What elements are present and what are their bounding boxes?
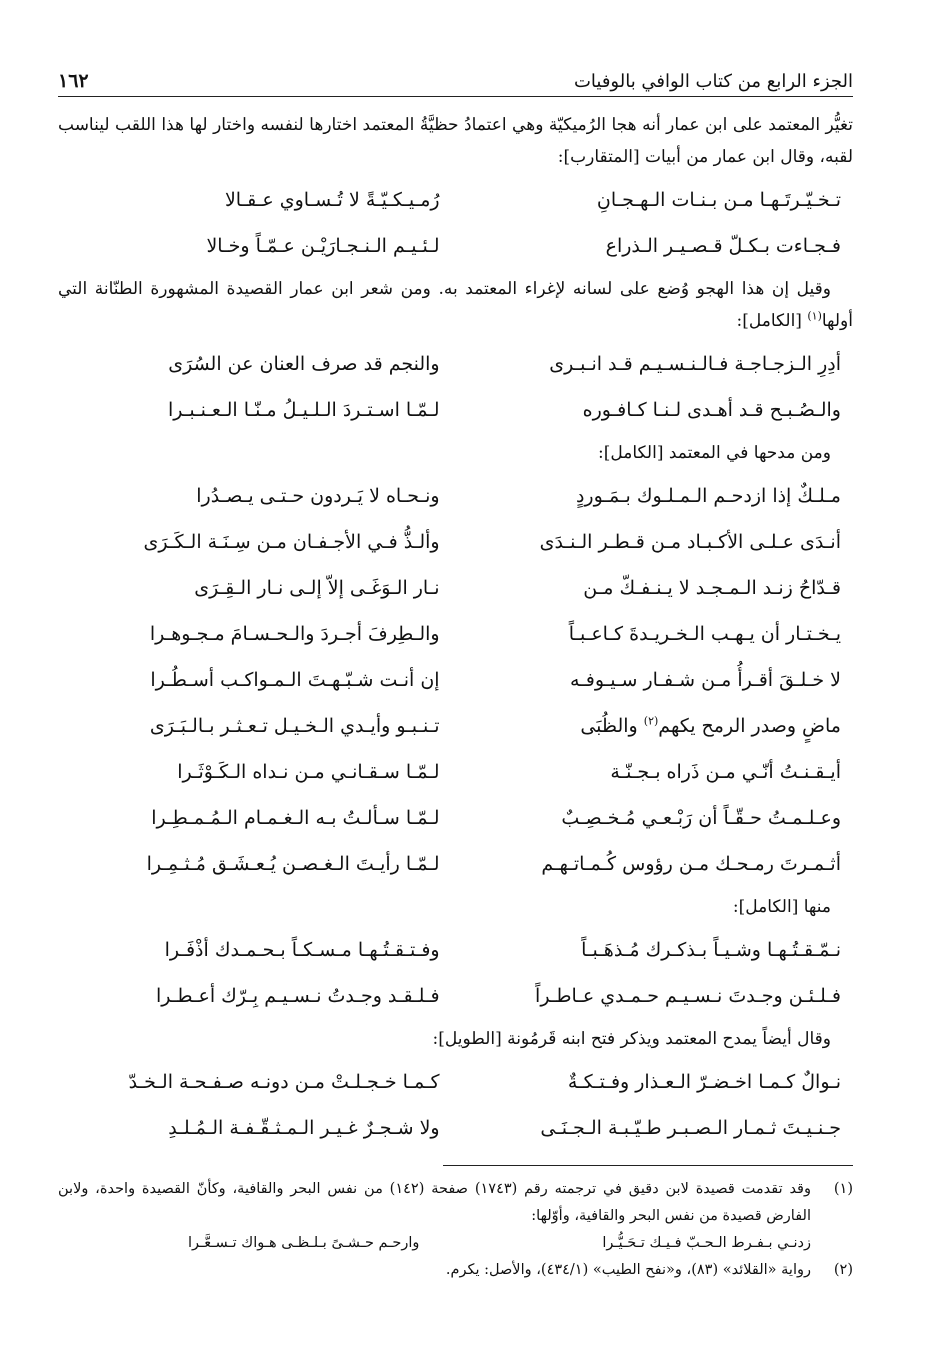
page-header	[58, 56, 853, 97]
verse-second-hemistich: لـمّـا رأيـتَ الـغـصـن يُـعـشَـق مُـثـمِـرا	[146, 853, 440, 875]
poem-tawil	[58, 1059, 853, 1151]
verse-first-hemistich: قـدّاحُ زنـد الـمـجـد لا يـنـفـكّ مـن	[583, 577, 841, 599]
verse-second-hemistich: كـمـا خـجـلـتْ مـن دونـه صـفـحـة الـخـدّ	[128, 1071, 440, 1093]
verse	[58, 927, 853, 973]
paragraph-intro: تغيُّر المعتمد على ابن عمار أنه هجا الرُميكيّة وهي اعتمادُ حظيَّةُ المعتمد اختارها لنفسه واختار لها هذا اللقب ليناسب لقبه، وقال ابن عمار من أبيات [المتقارب]:	[58, 115, 853, 167]
verse-first-hemistich: أنـدَى عـلـى الأكـبـاد مـن قـطـر الـنـدَى	[539, 531, 841, 553]
footnote	[58, 1176, 853, 1230]
verse-second-hemistich: فـلـقـد وجـدتُ نـسـيـم بِـرّك أعـطـرا	[156, 985, 440, 1007]
verse-first-hemistich: جـنـيـتَ ثـمـار الـصـبـر طـيّـبـة الـجـنَـى	[540, 1117, 841, 1139]
poem-kamil-madh	[58, 473, 853, 887]
footnote	[58, 1257, 853, 1284]
verse-second-hemistich: لـمّـا اسـتـردَ الـلـيـلُ مـنّـا الـعـنـبـرا	[167, 399, 440, 421]
verse-first-hemistich: نـمّـقـتُـهـا وشـيـاً بـذكـرك مُـذهَـبـاً	[581, 939, 841, 961]
verse-second-hemistich: لـئـيـم الـنـجـارَيْـن عـمّـاً وخـالا	[206, 235, 440, 257]
verse	[58, 565, 853, 611]
verse	[58, 387, 853, 433]
verse-second-hemistich: ونـحـاه لا يَـردون حـتـى يـصـدُرا	[196, 485, 440, 507]
verse-first-hemistich	[459, 703, 853, 749]
verse-first-hemistich: وعـلـمـتُ حـقّـاً أن رَبْـعـي مُـخـصِـبٌ	[561, 807, 841, 829]
verse-first-hemistich: أثـمـرتَ رمـحـك مـن رؤوس كُـمـاتـهـم	[541, 853, 841, 875]
verse-first-hemistich: فـلـئـن وجـدتَ نـسـيـم حـمـدي عـاطـراً	[535, 985, 841, 1007]
verse	[58, 611, 853, 657]
verse-second-hemistich: رُمـيـكـيّـةً لا تُـسـاوي عـقـالا	[224, 189, 440, 211]
footnote-number: (٢)	[833, 1262, 853, 1278]
verse-second-hemistich: نـار الـوَغَـى إلاّ إلـى نـار الـقِـرَى	[194, 577, 440, 599]
footnote-text: وقد تقدمت قصيدة لابن دقيق في ترجمته رقم (١٧٤٣) صفحة (١٤٢) من نفس البحر والقافية، وكأنّ القصيدة واحدة، ولابن الفارض قصيدة من نفس البحر والقافية، وأوّلها:	[58, 1181, 811, 1224]
paragraph-hija	[58, 273, 853, 337]
verse-first-hemistich: أدِرِ الـزجـاجـة فـالـنـسـيـم قـد انـبـرى	[549, 353, 841, 375]
page-number: ١٦٢	[58, 70, 89, 92]
poem-kamil-minha	[58, 927, 853, 1019]
paragraph-minha: منها [الكامل]:	[732, 897, 831, 917]
verse-first-hemistich: فـجـاءت بـكـلّ قـصـيـر الـذراع	[605, 235, 841, 257]
verse-first-hemistich: يـخـتـار أن يـهـب الـخـريـدةَ كـاعـبـاً	[568, 623, 841, 645]
footnote-ref[interactable]: (٢)	[643, 714, 659, 728]
verse	[58, 795, 853, 841]
verse	[58, 177, 853, 223]
verse	[58, 519, 853, 565]
footnote-verse-second-hemistich: وارحـم حـشـىً بـلـظـى هـواك تـسـعَّـرا	[187, 1235, 420, 1251]
footnote-text: رواية «القلائد» (٨٣)، و«نفح الطيب» (٤٣٤/١)، والأصل: يكرم.	[445, 1262, 811, 1278]
verse	[58, 1105, 853, 1151]
verse	[58, 749, 853, 795]
verse-second-hemistich: ولا شـجـرٌ غـيـر الـمـثـقّـفـة الـمُـلـدِ	[168, 1117, 440, 1139]
paragraph-meter: [الكامل]:	[736, 311, 808, 331]
paragraph-madh: ومن مدحها في المعتمد [الكامل]:	[598, 443, 831, 463]
verse-second-hemistich: تـنـبـو وأيـدي الـخـيـل تـعـثـر بـالـبَـرَى	[149, 715, 440, 737]
verse-first-hemistich: تـخـيّـرتَـهـا مـن بـنـات الـهـجـانِ	[596, 189, 841, 211]
verse	[58, 657, 853, 703]
footnotes	[58, 1176, 853, 1284]
footnote-divider	[443, 1165, 853, 1166]
poem-kamil-tannana	[58, 341, 853, 433]
verse-first-hemistich: مـلـكٌ إذا ازدحـم الـمـلـوك بـمَـوردٍ	[575, 485, 841, 507]
verse-first-hemistich: والـصُـبـح قـد أهـدى لـنـا كـافـوره	[582, 399, 841, 421]
verse-second-hemistich: إن أنـت شـبّـهـتَ الـمـواكـب أسـطُـرا	[150, 669, 440, 691]
verse-second-hemistich: وفـتـقـتُـهـا مـسـكـاً بـحـمـدك أذْفَـرا	[164, 939, 440, 961]
footnote-ref[interactable]: (١)	[807, 309, 822, 323]
paragraph-tawil: وقال أيضاً يمدح المعتمد ويذكر فتح ابنه قَرمُونة [الطويل]:	[432, 1029, 831, 1049]
poem-mutaqarib	[58, 177, 853, 269]
verse	[58, 341, 853, 387]
verse-second-hemistich: والـطِرفَ أجـردَ والـحـسـامَ مـجـوهـرا	[149, 623, 440, 645]
verse	[58, 973, 853, 1019]
footnote-verse-first-hemistich: زدنـي بـفـرط الـحـبّ فـيـك تـحَـيُّـرا	[602, 1235, 811, 1251]
verse-first-hemistich: لا خـلـقَ أقـرأُ مـن شـفـار سـيـوفـه	[569, 669, 841, 691]
verse-second-hemistich: وألـذُّ فـي الأجـفـان مـن سِـنَـة الـكَـرَى	[143, 531, 440, 553]
verse-second-hemistich: والنجم قد صرف العنان عن السُرَى	[168, 353, 440, 375]
verse	[58, 223, 853, 269]
verse	[58, 1059, 853, 1105]
verse	[58, 473, 853, 519]
hemistich-text: ماضٍ وصدر الرمح يكهم	[658, 715, 841, 737]
verse-second-hemistich: لـمّـا سـقـانـي مـن نـداه الـكَـوْثَـرا	[177, 761, 440, 783]
verse	[58, 841, 853, 887]
verse	[58, 703, 853, 749]
hemistich-tail: والظُبَى	[580, 715, 644, 737]
verse-first-hemistich: أيـقـنـتُ أنّـي مـن ذَراه بـجـنّـة	[610, 761, 841, 783]
verse-second-hemistich: لـمّـا سـألـتُ بـه الـغـمـام الـمُـمـطِـرا	[151, 807, 440, 829]
verse-first-hemistich: نـوالٌ كـمـا اخـضـرّ الـعـذار وفـتـكـةٌ	[567, 1071, 841, 1093]
page	[58, 56, 853, 1368]
paragraph-text: وقيل إن هذا الهجو وُضع على لسانه لإغراء المعتمد به. ومن شعر ابن عمار القصيدة المشهورة الطنّانة التي أولها	[58, 279, 853, 331]
footnote-verse	[58, 1230, 853, 1257]
footnote-number: (١)	[833, 1181, 853, 1197]
running-title: الجزء الرابع من كتاب الوافي بالوفيات	[573, 71, 853, 92]
